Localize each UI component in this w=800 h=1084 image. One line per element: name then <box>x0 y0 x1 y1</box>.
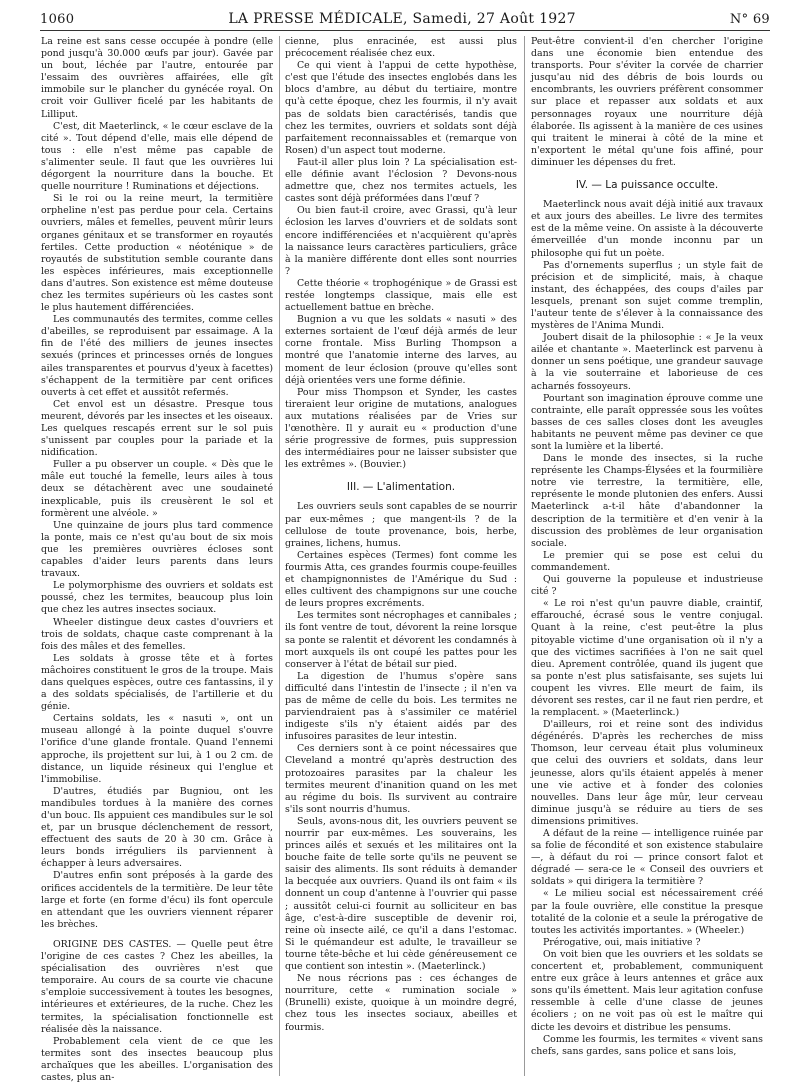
paragraph: ORIGINE DES CASTES. — Quelle peut être l'origine de ces castes ? Chez les abeilles, la spécialisation des ouvrières n'est que temporaire. Au cours de sa courte vie chacune s'emploie successivement à toutes les besognes, intérieures et extérieures, de la ruche. Chez les termites, la spécialisation fonctionnelle est réalisée dès la naissance. <box>41 938 273 1035</box>
paragraph: Pour miss Thompson et Synder, les castes tireraient leur origine de mutations, analogues aux mutations réalisées par de Vries sur l'œnothère. Il y aurait eu « production d'une série progressive de formes, puis suppression des intermédiaires pour ne laisser subsister que les extrêmes ». (Bouvier.) <box>285 386 517 471</box>
paragraph: Pourtant son imagination éprouve comme une contrainte, elle paraît oppressée sous les voûtes basses de ces salles closes dont les aveugles habitants ne peuvent même pas deviner ce que sont la lumière et la liberté. <box>531 392 763 452</box>
paragraph: Les communautés des termites, comme celles d'abeilles, se reproduisent par essaimage. A la fin de l'été des milliers de jeunes insectes sexués (princes et princesses ornés de longues ailes transparentes et pourvus d'yeux à facettes) s'échappent de la termitière par cent orifices ouverts à cet effet et aussitôt refermés. <box>41 314 273 398</box>
paragraph: Certains soldats, les « nasuti », ont un museau allongé à la pointe duquel s'ouvre l'orifice d'une glande frontale. Quand l'ennemi approche, ils projettent sur lui, à 1 ou 2 cm. de distance, un liquide résineux qui l'englue et l'immobilise. <box>41 713 273 785</box>
paragraph: Wheeler distingue deux castes d'ouvriers et trois de soldats, chaque caste comprenant à la fois des mâles et des femelles. <box>41 616 273 652</box>
paragraph: Ne nous récrions pas : ces échanges de nourriture, cette « rumination sociale » (Brunelli) existe, quoique à un moindre degré, chez tous les insectes sociaux, abeilles et fourmis. <box>285 973 517 1033</box>
paragraph: Certaines espèces (Termes) font comme les fourmis Atta, ces grandes fourmis coupe-feuilles et champignonnistes de l'Amérique du Sud : elles cultivent des champignons sur une couche de leurs propres excréments. <box>285 549 517 610</box>
column-3 <box>531 36 763 1058</box>
paragraph: Les termites sont nécrophages et cannibales ; ils font ventre de tout, dévorent la reine lorsque sa ponte se ralentit et dévorent les condamnés à mort auxquels ils ont coupé les pattes pour les conserver à l'état de bétail sur pied. <box>285 610 517 670</box>
paragraph: Ce qui vient à l'appui de cette hypothèse, c'est que l'étude des insectes englobés dans les blocs d'ambre, au début du tertiaire, montre qu'à cette époque, chez les fourmis, il n'y avait pas de soldats bien caractérisés, tandis que chez les termites, ouvriers et soldats sont déjà parfaitement reconnaissables et (remarque von Rosen) d'un aspect tout moderne. <box>285 60 517 156</box>
column-2 <box>285 36 517 1034</box>
running-header <box>40 8 770 30</box>
issue-date: Samedi, 27 Août 1927 <box>412 11 576 27</box>
paragraph: D'autres enfin sont préposés à la garde des orifices accidentels de la termitière. De leur tête large et forte (en forme d'écu) ils font opercule en attendant que les ouvriers viennent réparer les brèches. <box>41 870 273 930</box>
column-1 <box>41 36 273 1084</box>
paragraph: Cette théorie « trophogénique » de Grassi est restée longtemps classique, mais elle est actuellement battue en brèche. <box>285 277 517 314</box>
paragraph: Dans le monde des insectes, si la ruche représente les Champs-Élysées et la fourmilière notre vie terrestre, la termitière, elle, représente le monde plutonien des enfers. Aussi Maeterlinck a-t-il hâte d'abandonner la description de la termitière et d'en venir à la discussion des problèmes de leur organisation sociale. <box>531 453 763 549</box>
header-rule <box>40 30 770 31</box>
paragraph: Seuls, avons-nous dit, les ouvriers peuvent se nourrir par eux-mêmes. Les souverains, les princes ailés et sexués et les militaires ont la bouche faite de telle sorte qu'ils ne peuvent se saisir des aliments. Ils sont réduits à demander la becquée aux ouvriers. Quand ils ont faim « ils donnent un coup d'antenne à l'ouvrier qui passe ; aussitôt celui-ci fournit au solliciteur en bas âge, c'est-à-dire susceptible de devenir roi, reine où insecte ailé, ce qu'il a dans l'estomac. Si le quémandeur est adulte, le travailleur se tourne tête-bêche et lui cède généreusement ce que contient son intestin ». (Maeterlinck.) <box>285 815 517 973</box>
paragraph: « Le milieu social est nécessairement créé par la foule ouvrière, elle constitue la presque totalité de la colonie et a seule la prérogative de toutes les activités importantes. » (Wheeler.) <box>531 888 763 936</box>
paragraph: La digestion de l'humus s'opère sans difficulté dans l'intestin de l'insecte ; il n'en va pas de même de celle du bois. Les termites ne parviendraient pas à s'assimiler ce matériel indigeste s'ils n'y étaient aidés par des infusoires parasites de leur intestin. <box>285 670 517 743</box>
paragraph: La reine est sans cesse occupée à pondre (elle pond jusqu'à 30.000 œufs par jour). Gavée par un bout, léchée par l'autre, entourée par l'essaim des ouvrières affairées, elle gît immobile sur le plancher du gynécée royal. On croit voir Gulliver ficelé par les habitants de Lilliput. <box>41 36 273 120</box>
section-heading: III. — L'alimentation. <box>346 481 456 494</box>
paragraph: Les ouvriers seuls sont capables de se nourrir par eux-mêmes ; que mangent-ils ? de la cellulose de toute provenance, bois, herbe, graines, lichens, humus. <box>285 501 517 549</box>
paragraph: Qui gouverne la populeuse et industrieuse cité ? <box>531 574 763 598</box>
paragraph: cienne, plus enracinée, est aussi plus précocement réalisée chez eux. <box>285 36 517 60</box>
paragraph: On voit bien que les ouvriers et les soldats se concertent et, probablement, communiquent entre eux grâce à leurs antennes et grâce aux sons qu'ils émettent. Mais leur agitation confuse ressemble à celle d'une classe de jeunes écoliers ; on ne voit pas où est le maître qui dicte les devoirs et distribue les pensums. <box>531 948 763 1033</box>
paragraph: D'autres, étudiés par Bugniou, ont les mandibules tordues à la manière des cornes d'un bouc. Ils appuient ces mandibules sur le sol et, par un brusque déclenchement de ressort, effectuent des sauts de 20 à 30 cm. Grâce à leurs bonds irréguliers ils parviennent à échapper à leurs adversaires. <box>41 785 273 870</box>
paragraph: D'ailleurs, roi et reine sont des individus dégénérés. D'après les recherches de miss Thomson, leur cerveau était plus volumineux que celui des ouvriers et soldats, dans leur jeunesse, alors qu'ils étaient appelés à mener une vie active et à fonder des colonies nouvelles. Dans leur âge mûr, leur cerveau diminue jusqu'à se réduire au tiers de ses dimensions primitives. <box>531 719 763 827</box>
journal-title: LA PRESSE MÉDICALE, Samedi, 27 Août 1927 <box>228 11 576 27</box>
paragraph: Le polymorphisme des ouvriers et soldats est poussé, chez les termites, beaucoup plus loin que chez les autres insectes sociaux. <box>41 580 273 616</box>
paragraph: Ou bien faut-il croire, avec Grassi, qu'à leur éclosion les larves d'ouvriers et de soldats sont encore indifférenciées et n'acquièrent qu'après la naissance leurs caractères particuliers, grâce à la manière différente dont elles sont nourries ? <box>285 205 517 277</box>
paragraph: Cet envol est un désastre. Presque tous meurent, dévorés par les insectes et les oiseaux. Les quelques rescapés errent sur le sol puis s'unissent par couples pour la pariade et la nidification. <box>41 398 273 459</box>
paragraph: « Le roi n'est qu'un pauvre diable, craintif, effarouché, écrasé sous le ventre conjugal. Quant à la reine, c'est peut-être la plus pitoyable victime d'une organisation où il n'y a que des victimes sacrifiées à l'on ne sait quel dieu. Aprement contrôlée, quand ils jugent que sa ponte n'est plus satisfaisante, ses sujets lui coupent les vivres. Elle meurt de faim, ils dévorent ses restes, car il ne faut rien perdre, et la remplacent. » (Maeterlinck.) <box>531 598 763 719</box>
paragraph: Le premier qui se pose est celui du commandement. <box>531 549 763 573</box>
section-heading: IV. — La puissance occulte. <box>575 179 719 192</box>
paragraph: Joubert disait de la philosophie : « Je la veux ailée et chantante ». Maeterlinck est parvenu à donner un sens poétique, une grandeur sauvage à la vie souterraine et laborieuse de ces acharnés fossoyeurs. <box>531 332 763 392</box>
paragraph: Comme les fourmis, les termites « vivent sans chefs, sans gardes, sans police et sans lois, <box>531 1033 763 1057</box>
paragraph: Fuller a pu observer un couple. « Dès que le mâle eut touché la femelle, leurs ailes à tous deux se détachèrent avec une soudaineté inexplicable, puis ils creusèrent le sol et formèrent une alvéole. » <box>41 459 273 519</box>
column-divider <box>279 36 280 1076</box>
issue-number: N° 69 <box>729 11 770 27</box>
paragraph: Faut-il aller plus loin ? La spécialisation est-elle définie avant l'éclosion ? Devons-nous admettre que, chez nos termites actuels, les castes sont déjà préformées dans l'œuf ? <box>285 156 517 205</box>
column-divider <box>524 36 525 1076</box>
paragraph: Si le roi ou la reine meurt, la termitière orpheline n'est pas perdue pour cela. Certains ouvriers, mâles et femelles, peuvent mûrir leurs organes génitaux et se transformer en royautés fertiles. Cette production « néoténique » de royautés de substitution semble courante dans les espèces inférieures, mais exceptionnelle dans d'autres. Son existence est même douteuse chez les termites supérieurs où les castes sont le plus hautement différenciées. <box>41 193 273 314</box>
paragraph: Peut-être convient-il d'en chercher l'origine dans une économie bien entendue des transports. Pour s'éviter la corvée de charrier jusqu'au nid des débris de bois lourds ou encombrants, les ouvriers préfèrent consommer sur place et repasser aux soldats et aux personnages royaux une nourriture déjà élaborée. Ils agissent à la manière de ces usines qui traitent le minerai à côté de la mine et n'exportent le métal qu'une fois affiné, pour diminuer les dépenses du fret. <box>531 36 763 168</box>
paragraph: C'est, dit Maeterlinck, « le cœur esclave de la cité ». Tout dépend d'elle, mais elle dépend de tous : elle n'est même pas capable de s'alimenter seule. Il faut que les ouvrières lui dégorgent la nourriture dans la bouche. Et quelle nourriture ! Ruminations et déjections. <box>41 120 273 193</box>
paragraph: Les soldats à grosse tête et à fortes mâchoires constituent le gros de la troupe. Mais dans quelques espèces, outre ces fantassins, il y a des soldats spécialisés, de l'artillerie et du génie. <box>41 652 273 713</box>
paragraph: Maeterlinck nous avait déjà initié aux travaux et aux jours des abeilles. Le livre des termites est de la même veine. On assiste à la découverte émerveillée d'un monde inconnu par un philosophe qui fut un poète. <box>531 199 763 259</box>
paragraph: A défaut de la reine — intelligence ruinée par sa folie de fécondité et son existence stabulaire —, à défaut du roi — prince consort falot et dégradé — sera-ce le « Conseil des ouvriers et soldats » qui dirigera la termitière ? <box>531 828 763 888</box>
paragraph: Une quinzaine de jours plus tard commence la ponte, mais ce n'est qu'au bout de six mois que les premières ouvrières écloses sont capables d'aider leurs parents dans leurs travaux. <box>41 519 273 580</box>
paragraph: Ces derniers sont à ce point nécessaires que Cleveland a montré qu'après destruction des protozoaires parasites par la chaleur les termites meurent d'inanition quand on les met au régime du bois. Ils survivent au contraire s'ils sont nourris d'humus. <box>285 743 517 815</box>
paragraph: Pas d'ornements superflus ; un style fait de précision et de simplicité, mais, à chaque instant, des échappées, des coups d'ailes par lesquels, prenant son sujet comme tremplin, l'auteur tente de s'élever à la connaissance des mystères de l'Anima Mundi. <box>531 259 763 332</box>
paragraph: Prérogative, oui, mais initiative ? <box>543 936 701 948</box>
page-number: 1060 <box>40 11 75 27</box>
paragraph: Probablement cela vient de ce que les termites sont des insectes beaucoup plus archaïques que les abeilles. L'organisation des castes, plus an- <box>41 1035 273 1083</box>
paragraph: Bugnion a vu que les soldats « nasuti » des externes sortaient de l'œuf déjà armés de leur corne frontale. Miss Burling Thompson a montré que l'anatomie interne des larves, au moment de leur éclosion (prouve qu'elles sont déjà orientées vers une forme définie. <box>285 314 517 386</box>
